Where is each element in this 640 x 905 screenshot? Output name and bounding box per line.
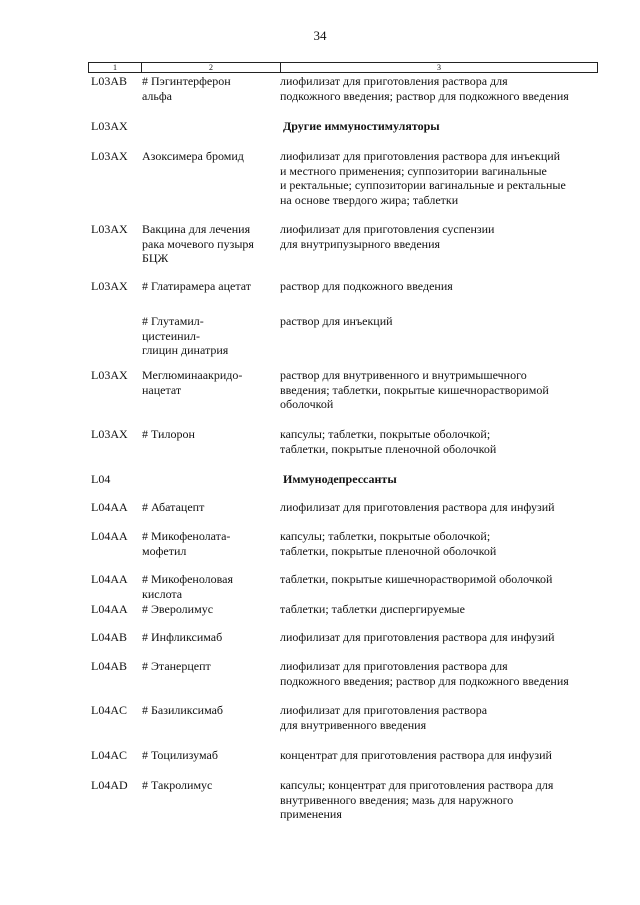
dosage-form: лиофилизат для приготовления раствора для инфузий <box>280 500 555 514</box>
dosage-form: лиофилизат для приготовления раствора для инъекций и местного применения; суппозитории вагинальные и ректальные; суппозитории вагинальные и ректальные на основе твердого жира; таблетки <box>280 149 566 207</box>
drug-name: Вакцина для лечения рака мочевого пузыря БЦЖ <box>142 222 254 265</box>
atc-code: L04AA <box>91 529 128 543</box>
drug-name: # Микофенолата- мофетил <box>142 529 231 558</box>
column-1-number: 1 <box>89 63 142 73</box>
column-2-number: 2 <box>142 63 281 73</box>
atc-code: L04AB <box>91 630 127 644</box>
atc-code: L03AX <box>91 427 128 441</box>
dosage-form: раствор для внутривенного и внутримышечного введения; таблетки, покрытые кишечнорастворимой оболочкой <box>280 368 549 411</box>
atc-code: L04AA <box>91 572 128 586</box>
atc-code: L03AX <box>91 222 128 236</box>
drug-name: # Эверолимус <box>142 602 214 616</box>
dosage-form: лиофилизат для приготовления раствора для внутривенного введения <box>280 703 488 732</box>
drug-name: Меглюминаакридо- нацетат <box>142 368 243 397</box>
atc-code: L04AA <box>91 500 128 514</box>
dosage-form: лиофилизат для приготовления суспензии для внутрипузырного введения <box>280 222 495 251</box>
atc-code: L03AX <box>91 149 128 163</box>
group-title: Иммунодепрессанты <box>283 472 397 486</box>
atc-code: L03AX <box>91 119 128 133</box>
drug-name: # Базиликсимаб <box>142 703 224 717</box>
drug-name: # Пэгинтерферон альфа <box>142 74 231 103</box>
dosage-form: раствор для инъекций <box>280 314 393 328</box>
atc-code: L04AC <box>91 748 127 762</box>
group-title: Другие иммуностимуляторы <box>283 119 440 133</box>
atc-code: L04AD <box>91 778 128 792</box>
drug-name: # Глутамил- цистеинил- глицин динатрия <box>142 314 229 357</box>
dosage-form: раствор для подкожного введения <box>280 279 453 293</box>
atc-code: L04AC <box>91 703 127 717</box>
dosage-form: таблетки; таблетки диспергируемые <box>280 602 465 616</box>
atc-code: L04 <box>91 472 111 486</box>
drug-name: # Тоцилизумаб <box>142 748 218 762</box>
drug-name: # Тилорон <box>142 427 195 441</box>
dosage-form: лиофилизат для приготовления раствора для инфузий <box>280 630 555 644</box>
drug-name: Азоксимера бромид <box>142 149 244 163</box>
atc-code: L04AB <box>91 659 127 673</box>
atc-code: L03AB <box>91 74 127 88</box>
atc-code: L03AX <box>91 279 128 293</box>
drug-name: # Микофеноловая кислота <box>142 572 234 601</box>
column-3-number: 3 <box>281 63 598 73</box>
atc-code: L04AA <box>91 602 128 616</box>
dosage-form: капсулы; таблетки, покрытые оболочкой; таблетки, покрытые пленочной оболочкой <box>280 427 497 456</box>
dosage-form: лиофилизат для приготовления раствора для подкожного введения; раствор для подкожного введения <box>280 659 569 688</box>
drug-name: # Этанерцепт <box>142 659 211 673</box>
dosage-form: лиофилизат для приготовления раствора для подкожного введения; раствор для подкожного введения <box>280 74 569 103</box>
drug-name: # Инфликсимаб <box>142 630 223 644</box>
drug-name: # Такролимус <box>142 778 213 792</box>
page-number: 34 <box>313 28 327 43</box>
dosage-form: таблетки, покрытые кишечнорастворимой оболочкой <box>280 572 553 586</box>
dosage-form: концентрат для приготовления раствора для инфузий <box>280 748 552 762</box>
dosage-form: капсулы; концентрат для приготовления раствора для внутривенного введения; мазь для наружного применения <box>280 778 554 821</box>
drug-name: # Абатацепт <box>142 500 205 514</box>
dosage-form: капсулы; таблетки, покрытые оболочкой; таблетки, покрытые пленочной оболочкой <box>280 529 497 558</box>
drug-name: # Глатирамера ацетат <box>142 279 252 293</box>
atc-code: L03AX <box>91 368 128 382</box>
